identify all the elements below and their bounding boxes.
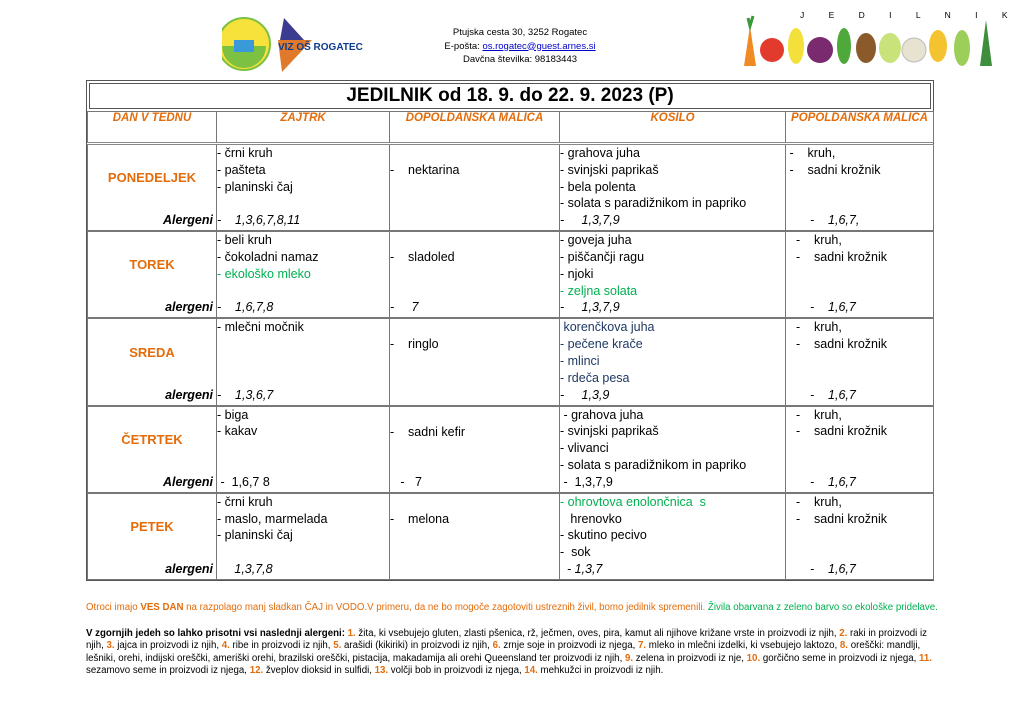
- note-text: Otroci imajo: [86, 602, 141, 613]
- allergen-number: 9.: [624, 652, 634, 664]
- menu-item: - kruh,: [796, 494, 842, 509]
- allergen-label: Alergeni: [88, 212, 217, 231]
- menu-item: - svinjski paprikaš: [560, 424, 659, 439]
- menu-item: - solata s paradižnikom in papriko: [560, 457, 747, 472]
- kosilo-cell: [560, 231, 786, 299]
- menu-item: - sadni kefir: [390, 424, 466, 439]
- day-name: SREDA: [88, 318, 217, 386]
- allergen-number: 11.: [919, 652, 932, 664]
- allergen-value: - 1,6,7 8: [217, 474, 390, 493]
- allergen-value: 1,3,7,8: [217, 561, 390, 580]
- note-text: na razpolago manj sladkan ČAJ in VODO.V primeru, da ne bo mogoče zagotoviti ustreznih živil, bomo jedilnik spremenili.: [183, 602, 708, 613]
- table-row: [88, 406, 934, 474]
- table-row: [88, 318, 934, 386]
- menu-item-eco: - ekološko mleko: [217, 266, 311, 281]
- allergen-label: alergeni: [88, 299, 217, 318]
- zajtrk-cell: [217, 493, 390, 561]
- tax-line: Davčna številka: 98183443: [462, 54, 578, 65]
- allergen-number: 3.: [106, 640, 115, 652]
- zajtrk-cell: [217, 406, 390, 474]
- menu-item: - sok: [560, 545, 591, 560]
- menu-item-eco: - zeljna solata: [560, 283, 638, 298]
- allergen-row: [88, 474, 934, 493]
- allergen-value: - 1,6,7: [786, 299, 934, 318]
- table-row: [88, 493, 934, 561]
- allergen-value: - 7: [390, 299, 560, 318]
- menu-item: - kruh,: [796, 233, 842, 248]
- school-logo: [222, 14, 372, 74]
- allergen-value: - 1,6,7,8: [217, 299, 390, 318]
- allergen-description: sezamovo seme in proizvodi iz njega,: [86, 664, 250, 676]
- menu-item: - goveja juha: [560, 233, 632, 248]
- allergen-value: - 1,3,6,7,8,11: [217, 212, 390, 231]
- menu-item: - nektarina: [390, 163, 460, 177]
- column-header: ZAJTRK: [217, 112, 390, 144]
- allergen-number: 2.: [839, 628, 848, 639]
- email-label: E-pošta:: [444, 40, 483, 52]
- allergen-description: žveplov dioksid in sulfidi,: [263, 664, 375, 676]
- allergen-description: raki in proizvodi iz njih,: [86, 628, 928, 652]
- menu-item: - kakav: [217, 424, 258, 439]
- menu-table-frame: [86, 80, 934, 581]
- menu-item: - planinski čaj: [217, 528, 293, 543]
- allergen-value: - 1,6,7: [786, 561, 934, 580]
- menu-table: [87, 111, 934, 580]
- allergen-number: 8.: [839, 640, 849, 652]
- popoldanska-cell: [786, 231, 934, 299]
- day-name: PONEDELJEK: [88, 144, 217, 213]
- day-name: TOREK: [88, 231, 217, 299]
- allergen-row: [88, 212, 934, 231]
- menu-item: - kruh,: [796, 407, 842, 422]
- allergen-number: 10.: [746, 652, 761, 664]
- allergen-description: ribe in proizvodi iz njih,: [229, 640, 334, 652]
- zajtrk-cell: [217, 231, 390, 299]
- allergen-description: arašidi (kikiriki) in proizvodi iz njih,: [341, 640, 493, 652]
- menu-item: - sadni krožnik: [786, 162, 881, 177]
- menu-item: - grahova juha: [560, 146, 640, 160]
- menu-item-eco: - ohrovtova enolončnica s: [560, 494, 706, 509]
- menu-item: - grahova juha: [560, 407, 644, 422]
- allergen-description: mleko in mlečni izdelki, ki vsebujejo laktozo,: [646, 640, 840, 652]
- menu-item: - planinski čaj: [217, 179, 293, 194]
- column-header: DOPOLDANSKA MALICA: [390, 112, 560, 144]
- allergen-number: 13.: [374, 664, 389, 676]
- allergen-value: - 1,3,7,9: [560, 474, 786, 493]
- allergen-row: [88, 387, 934, 406]
- menu-item: - mlečni močnik: [217, 320, 304, 335]
- menu-item: korenčkova juha: [560, 320, 655, 335]
- menu-item: - črni kruh: [217, 146, 273, 160]
- kosilo-cell: [560, 406, 786, 474]
- allergen-value: - 1,3,7: [560, 561, 786, 580]
- menu-item: - solata s paradižnikom in papriko: [560, 196, 747, 211]
- jedilnik-letters: J E D I L N I K: [800, 10, 1019, 20]
- kosilo-cell: [560, 144, 786, 213]
- menu-item: - kruh,: [796, 320, 842, 335]
- allergen-description: gorčično seme in proizvodi iz njega,: [760, 652, 919, 664]
- allergen-description: jajca in proizvodi iz njih,: [114, 640, 222, 652]
- menu-item: - skutino pecivo: [560, 528, 647, 543]
- menu-item: - črni kruh: [217, 494, 273, 509]
- allergen-value: [390, 561, 560, 580]
- popoldanska-cell: [786, 493, 934, 561]
- note-emphasis: VES DAN: [140, 602, 184, 613]
- menu-item: - bela polenta: [560, 179, 636, 194]
- malica-cell: [390, 406, 560, 474]
- allergen-value: - 1,3,6,7: [217, 387, 390, 406]
- allergen-value: - 1,3,7,9: [560, 212, 786, 231]
- menu-item: - sadni krožnik: [796, 424, 888, 439]
- table-header-row: [88, 112, 934, 144]
- malica-cell: [390, 231, 560, 299]
- malica-cell: [390, 493, 560, 561]
- school-address: [400, 26, 640, 67]
- allergen-row: [88, 299, 934, 318]
- menu-item: hrenovko: [560, 511, 622, 526]
- allergen-number: 7.: [637, 640, 647, 652]
- kosilo-cell: [560, 318, 786, 386]
- allergen-value: [390, 387, 560, 406]
- allergen-value: - 7: [390, 474, 560, 493]
- column-header: POPOLDANSKA MALICA: [786, 112, 934, 144]
- allergen-intro: V zgornjih jedeh so lahko prisotni vsi naslednji alergeni:: [86, 628, 348, 639]
- allergen-value: - 1,6,7,: [786, 212, 934, 231]
- allergen-number: 1.: [347, 628, 356, 639]
- popoldanska-cell: [786, 406, 934, 474]
- allergen-number: 5.: [333, 640, 342, 652]
- column-header: KOSILO: [560, 112, 786, 144]
- allergen-value: - 1,6,7: [786, 387, 934, 406]
- menu-item: - sadni krožnik: [796, 337, 888, 352]
- vegetables-illustration: [740, 6, 1000, 68]
- menu-item: - rdeča pesa: [560, 370, 630, 385]
- allergen-number: 12.: [249, 664, 264, 676]
- allergen-value: - 1,6,7: [786, 474, 934, 493]
- menu-item: - kruh,: [786, 146, 836, 160]
- allergen-description: zelena in proizvodi iz nje,: [633, 652, 747, 664]
- allergen-number: 4.: [221, 640, 230, 652]
- allergen-value: - 1,3,7,9: [560, 299, 786, 318]
- menu-item: - vlivanci: [560, 441, 609, 456]
- zajtrk-cell: [217, 318, 390, 386]
- allergen-value: [390, 212, 560, 231]
- malica-cell: [390, 144, 560, 213]
- allergen-description: mehkužci in proizvodi iz njih.: [537, 664, 664, 676]
- allergen-number: 14.: [524, 664, 538, 676]
- address-line: Ptujska cesta 30, 3252 Rogatec: [452, 27, 588, 38]
- column-header: DAN V TEDNU: [88, 112, 217, 144]
- allergen-description: zrnje soje in proizvodi iz njega,: [500, 640, 638, 652]
- email-link[interactable]: os.rogatec@guest.arnes.si: [482, 40, 596, 52]
- menu-item: - sadni krožnik: [796, 249, 888, 264]
- menu-item: - mlinci: [560, 353, 600, 368]
- eco-note: Živila obarvana z zeleno barvo so ekološke pridelave.: [707, 602, 938, 613]
- menu-item: - pašteta: [217, 162, 266, 177]
- allergen-label: Alergeni: [88, 474, 217, 493]
- allergen-label: alergeni: [88, 387, 217, 406]
- menu-item: - biga: [217, 407, 249, 422]
- allergen-legend: [86, 628, 946, 677]
- zajtrk-cell: [217, 144, 390, 213]
- footer-note: [86, 602, 946, 614]
- allergen-label: alergeni: [88, 561, 217, 580]
- menu-item: - melona: [390, 511, 450, 526]
- day-name: ČETRTEK: [88, 406, 217, 474]
- table-row: [88, 144, 934, 213]
- menu-item: - čokoladni namaz: [217, 249, 319, 264]
- popoldanska-cell: [786, 144, 934, 213]
- kosilo-cell: [560, 493, 786, 561]
- table-row: [88, 231, 934, 299]
- allergen-description: oreščki: mandlji, lešniki, orehi, indijski oreščki, ameriški orehi, brazilski oreščki, pistacija, makadamija ali orehi Queensland ter proizvodi iz njih,: [86, 640, 921, 664]
- menu-item: - svinjski paprikaš: [560, 162, 659, 177]
- popoldanska-cell: [786, 318, 934, 386]
- malica-cell: [390, 318, 560, 386]
- menu-item: - piščančji ragu: [560, 249, 645, 264]
- menu-item: - maslo, marmelada: [217, 511, 328, 526]
- allergen-number: 6.: [492, 640, 501, 652]
- allergen-description: volčji bob in proizvodi iz njega,: [388, 664, 525, 676]
- day-name: PETEK: [88, 493, 217, 561]
- menu-item: - njoki: [560, 266, 594, 281]
- email-line: [400, 40, 640, 54]
- menu-item: - beli kruh: [217, 233, 272, 248]
- allergen-row: [88, 561, 934, 580]
- menu-item: - sadni krožnik: [796, 511, 888, 526]
- menu-item: - ringlo: [390, 337, 439, 352]
- allergen-description: žita, ki vsebujejo gluten, zlasti pšenica, rž, ječmen, oves, pira, kamut ali njihove križane vrste in proizvodi iz njih,: [355, 628, 840, 639]
- logo-text: VIZ OŠ ROGATEC: [278, 42, 363, 53]
- menu-title: JEDILNIK od 18. 9. do 22. 9. 2023 (P): [89, 83, 931, 109]
- allergen-value: - 1,3,9: [560, 387, 786, 406]
- menu-item: - sladoled: [390, 250, 455, 265]
- menu-item: - pečene krače: [560, 337, 643, 352]
